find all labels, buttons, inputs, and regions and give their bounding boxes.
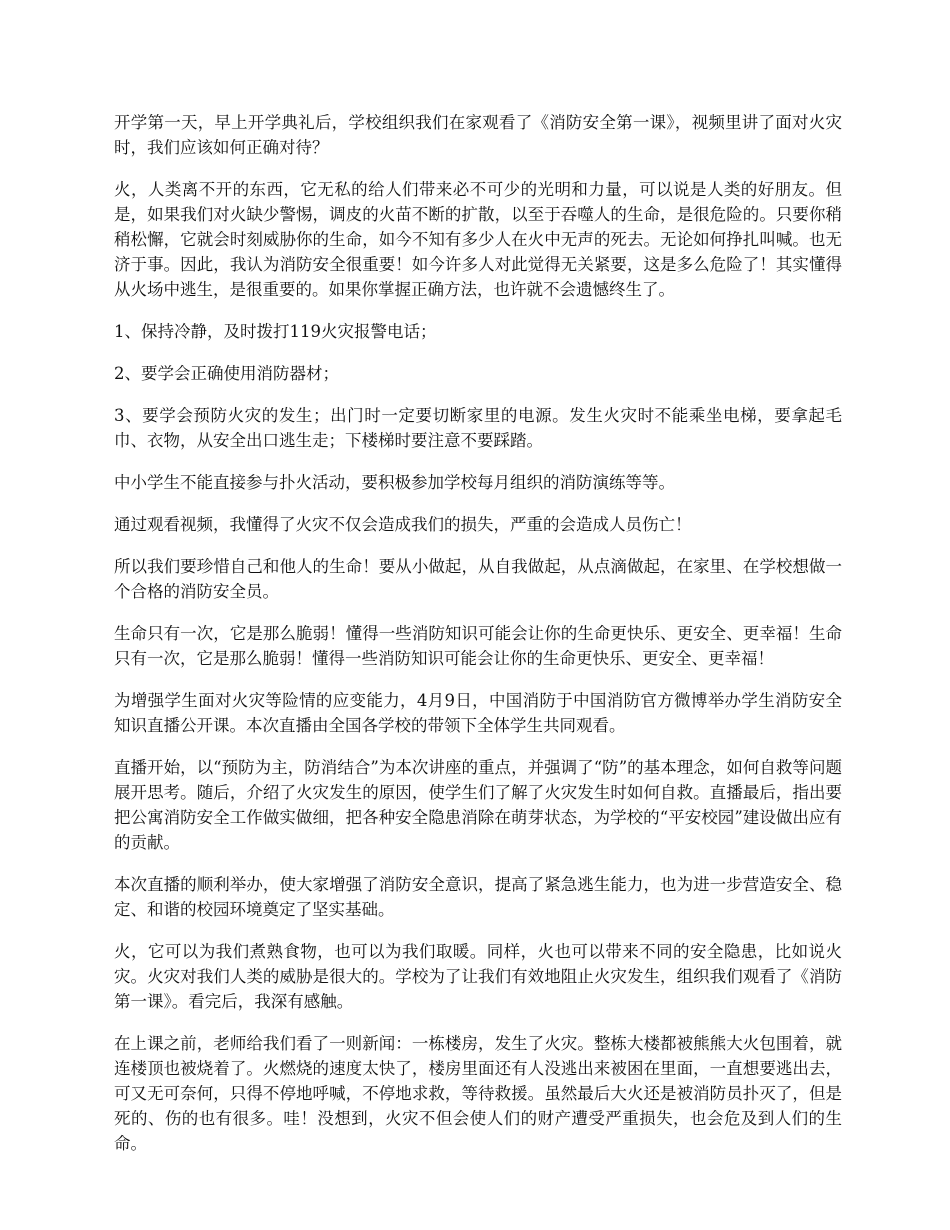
paragraph-intro: 开学第一天，早上开学典礼后，学校组织我们在家观看了《消防安全第一课》，视频里讲了面对火灾时，我们应该如何正确对待？ (114, 113, 842, 157)
paragraph-fire-hazard: 火，它可以为我们煮熟食物，也可以为我们取暖。同样，火也可以带来不同的安全隐患，比如说火灾。火灾对我们人类的威胁是很大的。学校为了让我们有效地阻止火灾发生，组织我们观看了《消防第一课》。看完后，我深有感触。 (114, 942, 842, 1011)
paragraph-life-once: 生命只有一次，它是那么脆弱！懂得一些消防知识可能会让你的生命更快乐、更安全、更幸福！生命只有一次，它是那么脆弱！懂得一些消防知识可能会让你的生命更快乐、更安全、更幸福！ (114, 624, 842, 668)
list-item-2: 2、要学会正确使用消防器材； (114, 364, 339, 383)
paragraph-livestream-intro: 为增强学生面对火灾等险情的应变能力，4月9日，中国消防于中国消防官方微博举办学生消防安全知识直播公开课。本次直播由全国各学校的带领下全体学生共同观看。 (114, 691, 842, 735)
paragraph-students-drill: 中小学生不能直接参与扑火活动，要积极参加学校每月组织的消防演练等等。 (114, 473, 675, 492)
paragraph-cherish-life: 所以我们要珍惜自己和他人的生命！要从小做起，从自我做起，从点滴做起，在家里、在学校想做一个合格的消防安全员。 (114, 557, 842, 601)
list-item-1: 1、保持冷静，及时拨打119火灾报警电话； (114, 322, 437, 341)
paragraph-livestream-content: 直播开始，以“预防为主，防消结合”为本次讲座的重点，并强调了“防”的基本理念，如何自救等问题展开思考。随后，介绍了火灾发生的原因，使学生们了解了火灾发生时如何自救。直播最后，指出要把公寓消防安全工作做实做细，把各种安全隐患消除在萌芽状态，为学校的“平安校园”建设做出应有的贡献。 (114, 758, 842, 852)
document-body (114, 110, 842, 1173)
paragraph-fire-friend: 火，人类离不开的东西，它无私的给人们带来必不可少的光明和力量，可以说是人类的好朋友。但是，如果我们对火缺少警惕，调皮的火苗不断的扩散，以至于吞噬人的生命，是很危险的。只要你稍稍松懈，它就会时刻威胁你的生命，如今不知有多少人在火中无声的死去。无论如何挣扎叫喊。也无济于事。因此，我认为消防安全很重要！如今许多人对此觉得无关紧要，这是多么危险了！其实懂得从火场中逃生，是很重要的。如果你掌握正确方法，也许就不会遗憾终生了。 (114, 180, 842, 299)
paragraph-video-lesson: 通过观看视频，我懂得了火灾不仅会造成我们的损失，严重的会造成人员伤亡！ (114, 515, 692, 534)
paragraph-news-story: 在上课之前，老师给我们看了一则新闻：一栋楼房，发生了火灾。整栋大楼都被熊熊大火包围着，就连楼顶也被烧着了。火燃烧的速度太快了，楼房里面还有人没逃出来被困在里面，一直想要逃出去，可又无可奈何，只得不停地呼喊，不停地求救，等待救援。虽然最后大火还是被消防员扑灭了，但是死的、伤的也有很多。哇！没想到，火灾不但会使人们的财产遭受严重损失，也会危及到人们的生命。 (114, 1034, 842, 1153)
paragraph-livestream-result: 本次直播的顺利举办，使大家增强了消防安全意识，提高了紧急逃生能力，也为进一步营造安全、稳定、和谐的校园环境奠定了坚实基础。 (114, 875, 842, 919)
list-item-3: 3、要学会预防火灾的发生；出门时一定要切断家里的电源。发生火灾时不能乘坐电梯，要拿起毛巾、衣物，从安全出口逃生走；下楼梯时要注意不要踩踏。 (114, 406, 842, 450)
